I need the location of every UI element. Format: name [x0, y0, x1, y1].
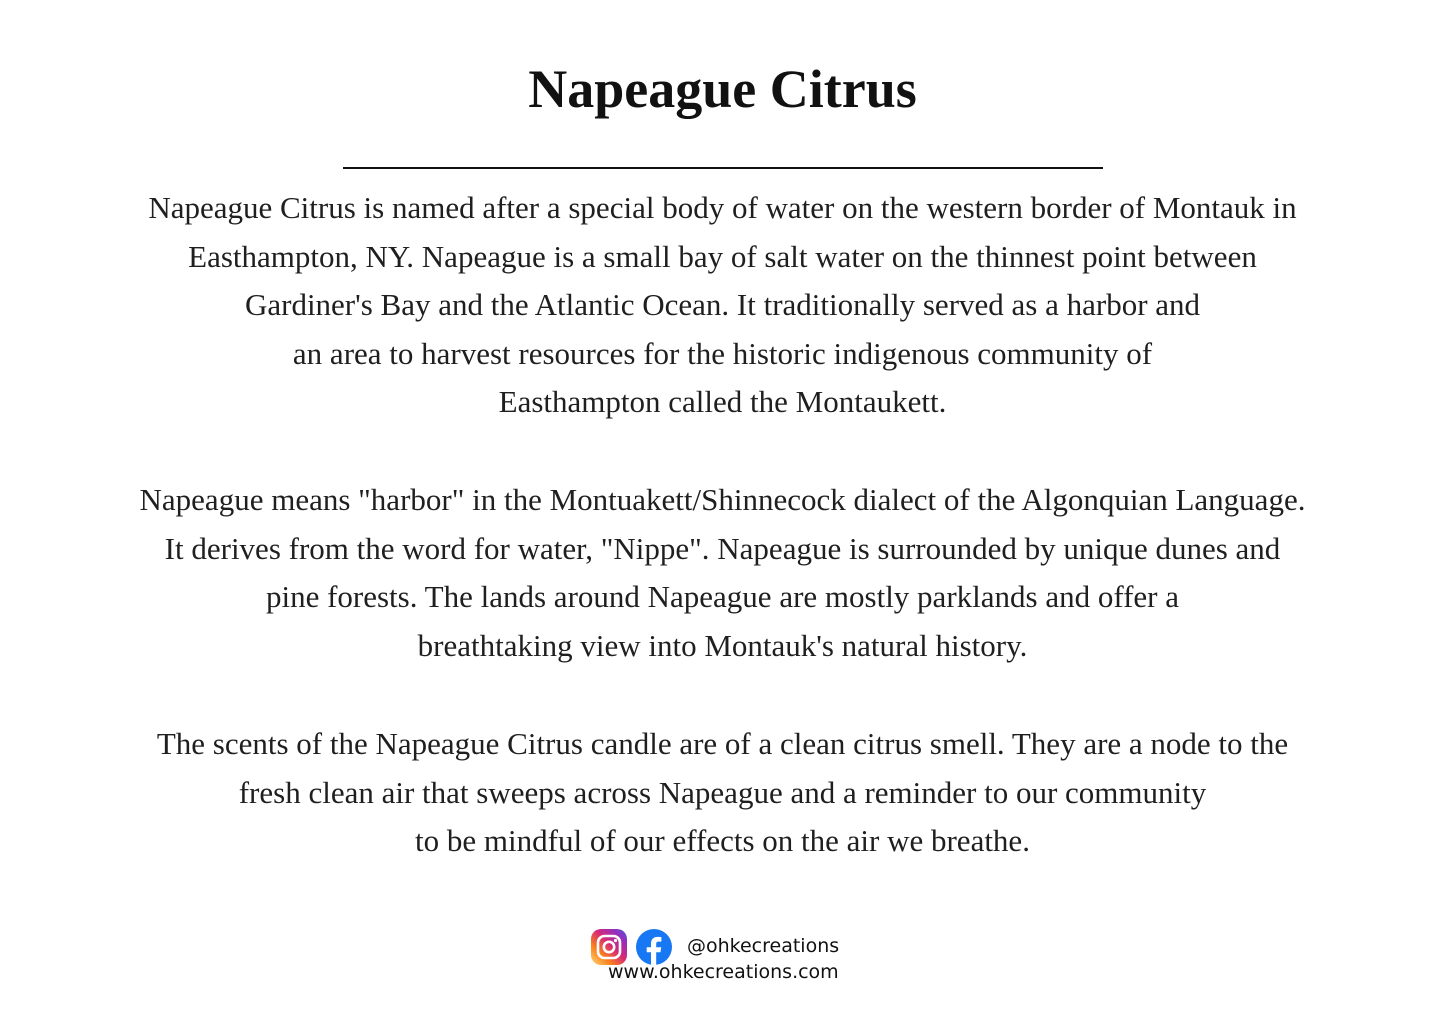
paragraph-meaning — [0, 476, 1445, 670]
paragraph-line: Napeague Citrus is named after a special body of water on the western border of Montauk in — [148, 190, 1297, 225]
footer — [0, 928, 1445, 988]
paragraph-line: It derives from the word for water, "Nippe". Napeague is surrounded by unique dunes and — [164, 530, 1281, 566]
paragraph-line: The scents of the Napeague Citrus candle are of a clean citrus smell. They are a node to the — [156, 726, 1289, 761]
paragraph-line: Easthampton, NY. Napeague is a small bay of salt water on the thinnest point between — [188, 238, 1257, 274]
paragraph-line: an area to harvest resources for the historic indigenous community of — [292, 335, 1153, 371]
paragraph-line: to be mindful of our effects on the air we breathe. — [415, 823, 1030, 858]
paragraph-line: pine forests. The lands around Napeague are mostly parklands and offer a — [265, 579, 1180, 614]
title-divider — [343, 167, 1103, 169]
paragraph-line: fresh clean air that sweeps across Napeague and a reminder to our community — [238, 774, 1207, 810]
paragraph-line: Napeague means "harbor" in the Montuakett/Shinnecock dialect of the Algonquian Language. — [139, 482, 1306, 517]
paragraph-line: breathtaking view into Montauk's natural history. — [417, 627, 1028, 663]
paragraph-origin — [0, 184, 1445, 427]
website-link[interactable]: www.ohkecreations.com — [608, 961, 839, 983]
social-handle[interactable]: @ohkecreations — [687, 935, 840, 957]
page-title: Napeague Citrus — [528, 59, 917, 119]
paragraph-scent — [0, 720, 1445, 866]
paragraph-line: Easthampton called the Montaukett. — [498, 384, 947, 419]
paragraph-line: Gardiner's Bay and the Atlantic Ocean. It traditionally served as a harbor and — [244, 287, 1201, 322]
